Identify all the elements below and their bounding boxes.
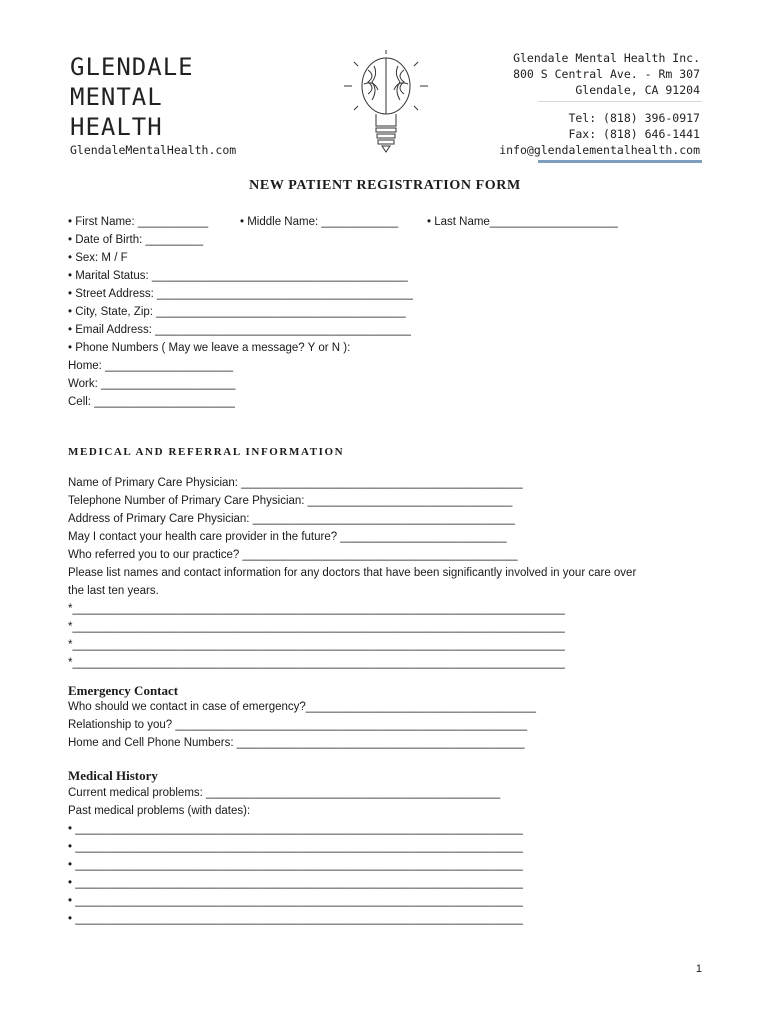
brain-lightbulb-icon — [340, 48, 432, 158]
past-problem-line[interactable]: • ______________________________________________________________________ — [68, 841, 523, 853]
company-email[interactable]: info@glendalementalhealth.com — [499, 143, 700, 157]
list-doctors-instruction-2: the last ten years. — [68, 585, 159, 597]
past-problem-line[interactable]: • ______________________________________________________________________ — [68, 823, 523, 835]
phone-numbers-label: • Phone Numbers ( May we leave a message? Y or N ): — [68, 342, 351, 354]
city-state-zip-field[interactable]: • City, State, Zip: _______________________________________ — [68, 306, 406, 318]
company-street: 800 S Central Ave. - Rm 307 — [513, 67, 700, 81]
page-number: 1 — [695, 963, 702, 975]
sex-field[interactable]: • Sex: M / F — [68, 252, 128, 264]
patient-info-section — [68, 213, 618, 411]
middle-name-field[interactable]: • Middle Name: ____________ — [240, 216, 399, 228]
doctor-line[interactable]: *_____________________________________________________________________________ — [68, 657, 565, 669]
medical-referral-section — [68, 474, 636, 672]
doctor-line[interactable]: *_____________________________________________________________________________ — [68, 639, 565, 651]
logo — [70, 52, 194, 142]
emergency-contact-field[interactable]: Who should we contact in case of emergency?____________________________________ — [68, 701, 537, 713]
doctor-line[interactable]: *_____________________________________________________________________________ — [68, 603, 565, 615]
divider-blue — [538, 160, 702, 163]
first-name-field[interactable]: • First Name: ___________ — [68, 216, 209, 228]
email-address-field[interactable]: • Email Address: ________________________________________ — [68, 324, 411, 336]
work-phone-field[interactable]: Work: _____________________ — [68, 378, 236, 390]
relationship-field[interactable]: Relationship to you? _______________________________________________________ — [68, 719, 528, 731]
last-name-field[interactable]: • Last Name____________________ — [427, 216, 618, 228]
emergency-phones-field[interactable]: Home and Cell Phone Numbers: _____________________________________________ — [68, 737, 525, 749]
past-problem-line[interactable]: • ______________________________________________________________________ — [68, 895, 523, 907]
marital-status-field[interactable]: • Marital Status: ________________________________________ — [68, 270, 408, 282]
company-name: Glendale Mental Health Inc. — [513, 51, 700, 65]
pcp-phone-field[interactable]: Telephone Number of Primary Care Physician: ________________________________ — [68, 495, 513, 507]
form-title: NEW PATIENT REGISTRATION FORM — [249, 178, 521, 193]
medical-history-section — [68, 784, 523, 928]
logo-line-1: GLENDALE — [70, 53, 194, 81]
logo-line-3: HEALTH — [70, 113, 163, 141]
referred-by-field[interactable]: Who referred you to our practice? ___________________________________________ — [68, 549, 518, 561]
medical-history-heading: Medical History — [68, 768, 158, 783]
emergency-contact-heading: Emergency Contact — [68, 683, 179, 698]
company-city: Glendale, CA 91204 — [575, 83, 700, 97]
divider-thin — [538, 101, 702, 102]
past-problem-line[interactable]: • ______________________________________________________________________ — [68, 877, 523, 889]
contact-provider-field[interactable]: May I contact your health care provider in the future? __________________________ — [68, 531, 507, 543]
home-phone-field[interactable]: Home: ____________________ — [68, 360, 233, 372]
past-problem-line[interactable]: • ______________________________________________________________________ — [68, 859, 523, 871]
company-fax: Fax: (818) 646-1441 — [568, 127, 700, 141]
pcp-address-field[interactable]: Address of Primary Care Physician: _________________________________________ — [68, 513, 515, 525]
cell-phone-field[interactable]: Cell: ______________________ — [68, 396, 235, 408]
logo-line-2: MENTAL — [70, 83, 163, 111]
street-address-field[interactable]: • Street Address: ________________________________________ — [68, 288, 413, 300]
past-problem-line[interactable]: • ______________________________________________________________________ — [68, 913, 523, 925]
current-problems-field[interactable]: Current medical problems: ______________________________________________ — [68, 787, 501, 799]
doctor-line[interactable]: *_____________________________________________________________________________ — [68, 621, 565, 633]
past-problems-label: Past medical problems (with dates): — [68, 805, 251, 817]
list-doctors-instruction-1: Please list names and contact information for any doctors that have been significantly involved in your care over — [68, 567, 637, 579]
company-tel: Tel: (818) 396-0917 — [568, 111, 700, 125]
pcp-name-field[interactable]: Name of Primary Care Physician: ____________________________________________ — [68, 477, 523, 489]
medical-referral-heading: MEDICAL AND REFERRAL INFORMATION — [68, 446, 345, 458]
contact-block — [499, 50, 700, 158]
emergency-section — [68, 698, 536, 752]
dob-field[interactable]: • Date of Birth: _________ — [68, 234, 204, 246]
logo-url: GlendaleMentalHealth.com — [70, 143, 237, 157]
